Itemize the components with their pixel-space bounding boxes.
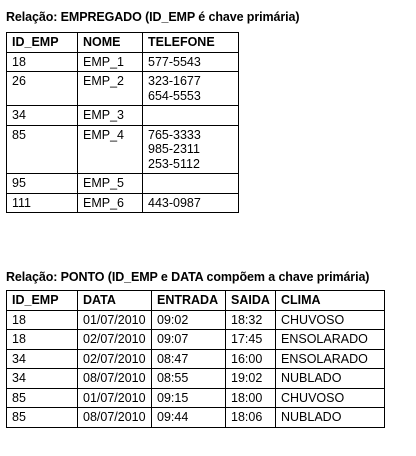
cell-telefone: [143, 52, 239, 72]
cell-nome: EMP_1: [78, 52, 143, 72]
cell-telefone: [143, 72, 239, 106]
telefone-value: 654-5553: [148, 88, 201, 103]
cell-clima: CHUVOSO: [276, 388, 385, 408]
cell-saida: 19:02: [226, 369, 276, 389]
cell-nome: EMP_6: [78, 193, 143, 213]
cell-entrada: 08:55: [152, 369, 226, 389]
cell-entrada: 08:47: [152, 349, 226, 369]
header-data: DATA: [78, 291, 152, 311]
ponto-caption: Relação: PONTO (ID_EMP e DATA compõem a chave primária): [6, 270, 370, 284]
cell-id-emp: 34: [7, 369, 78, 389]
cell-data: 08/07/2010: [78, 408, 152, 428]
empregado-caption: Relação: EMPREGADO (ID_EMP é chave primária): [6, 10, 300, 24]
cell-nome: EMP_4: [78, 125, 143, 174]
cell-id-emp: 34: [7, 106, 78, 126]
cell-saida: 17:45: [226, 330, 276, 350]
header-saida: SAIDA: [226, 291, 276, 311]
cell-id-emp: 85: [7, 408, 78, 428]
table-row: [7, 369, 385, 389]
cell-entrada: 09:44: [152, 408, 226, 428]
ponto-table: [6, 290, 385, 428]
cell-id-emp: 95: [7, 174, 78, 194]
cell-id-emp: 18: [7, 310, 78, 330]
telefone-value: 765-3333: [148, 127, 201, 142]
table-row: [7, 125, 239, 174]
cell-clima: NUBLADO: [276, 369, 385, 389]
cell-saida: 18:32: [226, 310, 276, 330]
cell-id-emp: 34: [7, 349, 78, 369]
telefone-value: 253-5112: [148, 156, 200, 171]
cell-telefone: [143, 193, 239, 213]
cell-data: 01/07/2010: [78, 388, 152, 408]
cell-clima: ENSOLARADO: [276, 330, 385, 350]
cell-id-emp: 85: [7, 125, 78, 174]
cell-id-emp: 18: [7, 52, 78, 72]
cell-saida: 16:00: [226, 349, 276, 369]
table-row: [7, 330, 385, 350]
table-row: [7, 388, 385, 408]
telefone-value: 577-5543: [148, 54, 201, 69]
header-id-emp: ID_EMP: [7, 33, 78, 53]
table-row: [7, 174, 239, 194]
cell-nome: EMP_3: [78, 106, 143, 126]
cell-telefone: [143, 125, 239, 174]
cell-data: 02/07/2010: [78, 349, 152, 369]
table-row: [7, 349, 385, 369]
cell-data: 08/07/2010: [78, 369, 152, 389]
header-telefone: TELEFONE: [143, 33, 239, 53]
telefone-value: 443-0987: [148, 195, 201, 210]
table-row: [7, 408, 385, 428]
table-row: [7, 106, 239, 126]
empregado-table: [6, 32, 239, 213]
empregado-header-row: [7, 33, 239, 53]
cell-id-emp: 111: [7, 193, 78, 213]
cell-clima: NUBLADO: [276, 408, 385, 428]
table-row: [7, 193, 239, 213]
cell-id-emp: 18: [7, 330, 78, 350]
header-clima: CLIMA: [276, 291, 385, 311]
cell-entrada: 09:07: [152, 330, 226, 350]
cell-telefone: [143, 106, 239, 126]
cell-id-emp: 85: [7, 388, 78, 408]
cell-entrada: 09:02: [152, 310, 226, 330]
cell-data: 02/07/2010: [78, 330, 152, 350]
telefone-value: 985-2311: [148, 142, 200, 156]
telefone-value: 323-1677: [148, 74, 201, 88]
table-row: [7, 72, 239, 106]
cell-data: 01/07/2010: [78, 310, 152, 330]
table-row: [7, 52, 239, 72]
table-row: [7, 310, 385, 330]
header-id-emp: ID_EMP: [7, 291, 78, 311]
cell-saida: 18:00: [226, 388, 276, 408]
cell-saida: 18:06: [226, 408, 276, 428]
cell-nome: EMP_5: [78, 174, 143, 194]
cell-clima: CHUVOSO: [276, 310, 385, 330]
header-nome: NOME: [78, 33, 143, 53]
cell-entrada: 09:15: [152, 388, 226, 408]
ponto-header-row: [7, 291, 385, 311]
cell-id-emp: 26: [7, 72, 78, 106]
cell-telefone: [143, 174, 239, 194]
header-entrada: ENTRADA: [152, 291, 226, 311]
cell-nome: EMP_2: [78, 72, 143, 106]
cell-clima: ENSOLARADO: [276, 349, 385, 369]
